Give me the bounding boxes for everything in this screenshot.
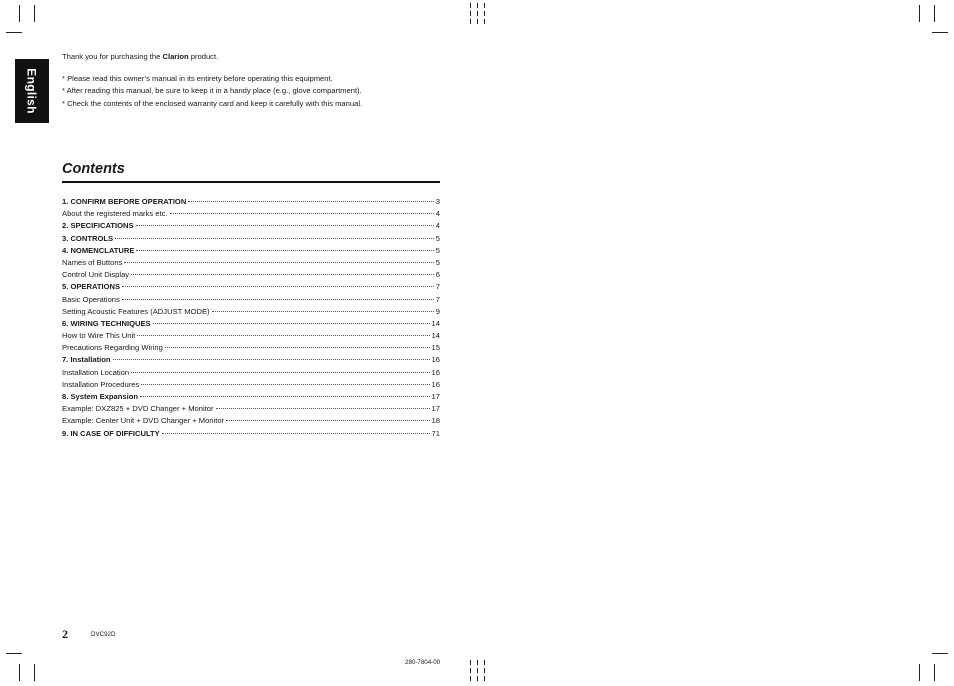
toc-entry-title: 9. IN CASE OF DIFFICULTY — [62, 428, 160, 438]
intro-note: * Please read this owner’s manual in its entirety before operating this equipment. — [62, 73, 333, 83]
dot-leader — [115, 238, 434, 239]
toc-entry-title: 5. OPERATIONS — [62, 282, 121, 292]
language-label: English — [25, 68, 39, 114]
toc-entry-title: About the registered marks etc. — [62, 209, 168, 219]
register-tick — [484, 676, 485, 681]
register-tick — [484, 19, 485, 24]
crop-mark — [932, 653, 948, 654]
thank-you-line — [62, 51, 362, 64]
dot-leader — [136, 225, 434, 226]
dot-leader — [122, 299, 434, 300]
dot-leader — [212, 311, 434, 312]
toc-entry-page: 71 — [431, 428, 440, 438]
crop-mark — [6, 32, 22, 33]
register-tick — [470, 11, 471, 16]
crop-mark — [34, 664, 35, 681]
toc-entry[interactable] — [62, 391, 440, 403]
dot-leader — [124, 262, 433, 263]
register-tick — [470, 668, 471, 673]
toc-entry[interactable] — [62, 354, 440, 366]
register-tick — [477, 660, 478, 665]
toc-entry-title: 6. WIRING TECHNIQUES — [62, 318, 151, 328]
toc-entry-title: Example: Center Unit + DVD Changer + Monitor — [62, 416, 225, 426]
toc-entry-page: 16 — [431, 367, 440, 377]
register-tick — [477, 676, 478, 681]
toc-entry-title: Installation Procedures — [62, 379, 140, 389]
thanks-text: Thank you for purchasing the — [62, 52, 163, 61]
toc-entry-page: 17 — [431, 404, 440, 414]
toc-entry-title: 3. CONTROLS — [62, 233, 114, 243]
dot-leader — [113, 359, 430, 360]
toc-entry[interactable] — [62, 220, 440, 232]
toc-entry-title: Installation Location — [62, 367, 130, 377]
register-tick — [477, 3, 478, 8]
register-tick — [470, 676, 471, 681]
register-tick — [484, 668, 485, 673]
toc-entry-page: 17 — [431, 392, 440, 401]
toc-entry[interactable] — [62, 403, 440, 415]
crop-mark — [919, 664, 920, 681]
dot-leader — [226, 420, 429, 421]
toc-entry-page: 15 — [431, 343, 440, 353]
toc-entry-page: 5 — [435, 245, 440, 255]
toc-entry[interactable] — [62, 306, 440, 318]
toc-entry-page: 4 — [435, 209, 440, 219]
language-side-tab — [15, 59, 49, 123]
dot-leader — [122, 286, 434, 287]
register-tick — [470, 3, 471, 8]
register-tick — [477, 11, 478, 16]
page-number: 2 — [62, 627, 68, 641]
toc-entry[interactable] — [62, 415, 440, 427]
intro-note: * Check the contents of the enclosed warranty card and keep it carefully with this manual. — [62, 98, 363, 108]
model-code: DVC92D — [91, 631, 116, 638]
toc-entry[interactable] — [62, 330, 440, 342]
document-code: 280-7804-00 — [405, 659, 441, 666]
toc-entry[interactable] — [62, 342, 440, 354]
toc-entry-page: 9 — [435, 306, 440, 316]
toc-entry-page: 16 — [431, 379, 440, 389]
dot-leader — [162, 433, 430, 434]
toc-entry[interactable] — [62, 233, 440, 245]
crop-mark — [19, 5, 20, 22]
crop-mark — [934, 664, 935, 681]
toc-entry[interactable] — [62, 379, 440, 391]
toc-entry-page: 6 — [435, 270, 440, 280]
crop-mark — [919, 5, 920, 22]
toc-entry-title: 2. SPECIFICATIONS — [62, 221, 134, 231]
toc-entry-title: Control Unit Display — [62, 270, 130, 280]
toc-entry-title: Example: DXZ825 + DVD Changer + Monitor — [62, 404, 214, 414]
dot-leader — [131, 372, 429, 373]
crop-mark — [932, 32, 948, 33]
register-tick — [470, 19, 471, 24]
toc-entry[interactable] — [62, 318, 440, 330]
toc-entry-title: 4. NOMENCLATURE — [62, 245, 135, 255]
toc-entry[interactable] — [62, 208, 440, 220]
toc-entry[interactable] — [62, 269, 440, 281]
toc-entry-page: 4 — [435, 221, 440, 231]
toc-entry-title: Precautions Regarding Wiring — [62, 343, 163, 353]
toc-entry-page: 18 — [431, 416, 440, 426]
toc-entry-page: 7 — [435, 282, 440, 292]
dot-leader — [165, 347, 430, 348]
dot-leader — [136, 250, 433, 251]
crop-mark — [6, 653, 22, 654]
register-tick — [477, 19, 478, 24]
toc-entry-page: 16 — [431, 355, 440, 365]
toc-entry-title: Setting Acoustic Features (ADJUST MODE) — [62, 306, 210, 316]
thanks-text-end: product. — [188, 52, 219, 61]
toc-entry-page: 7 — [435, 294, 440, 304]
toc-entry-page: 3 — [435, 197, 440, 206]
dot-leader — [188, 201, 433, 202]
toc-entry[interactable] — [62, 294, 440, 306]
register-tick — [484, 660, 485, 665]
toc-entry-title: Basic Operations — [62, 294, 120, 304]
contents-title: Contents — [62, 161, 125, 177]
toc-entry-title: 1. CONFIRM BEFORE OPERATION — [62, 197, 187, 206]
toc-entry-title: 8. System Expansion — [62, 392, 138, 401]
toc-entry[interactable] — [62, 196, 440, 208]
dot-leader — [140, 396, 430, 397]
toc-entry[interactable] — [62, 367, 440, 379]
toc-entry-title: Names of Buttons — [62, 257, 123, 267]
toc-entry-page: 14 — [431, 318, 440, 328]
dot-leader — [137, 335, 429, 336]
crop-mark — [19, 664, 20, 681]
register-tick — [477, 668, 478, 673]
dot-leader — [153, 323, 430, 324]
brand-name: Clarion — [162, 52, 189, 61]
register-tick — [484, 11, 485, 16]
toc-entry-page: 14 — [431, 331, 440, 341]
dot-leader — [170, 213, 434, 214]
dot-leader — [141, 384, 429, 385]
intro-block — [62, 51, 362, 110]
dot-leader — [131, 274, 434, 275]
toc-entry-title: How to Wire This Unit — [62, 331, 136, 341]
register-tick — [484, 3, 485, 8]
dot-leader — [216, 408, 430, 409]
crop-mark — [34, 5, 35, 22]
toc-entry[interactable] — [62, 428, 440, 440]
register-tick — [470, 660, 471, 665]
title-rule — [62, 181, 440, 183]
toc-entry-page: 5 — [435, 233, 440, 243]
toc-entry-title: 7. Installation — [62, 355, 111, 365]
toc-entry[interactable] — [62, 245, 440, 257]
toc-entry-page: 5 — [435, 257, 440, 267]
table-of-contents — [62, 196, 440, 440]
toc-entry[interactable] — [62, 257, 440, 269]
crop-mark — [934, 5, 935, 22]
toc-entry[interactable] — [62, 281, 440, 293]
intro-note: * After reading this manual, be sure to keep it in a handy place (e.g., glove compartment). — [62, 86, 362, 95]
